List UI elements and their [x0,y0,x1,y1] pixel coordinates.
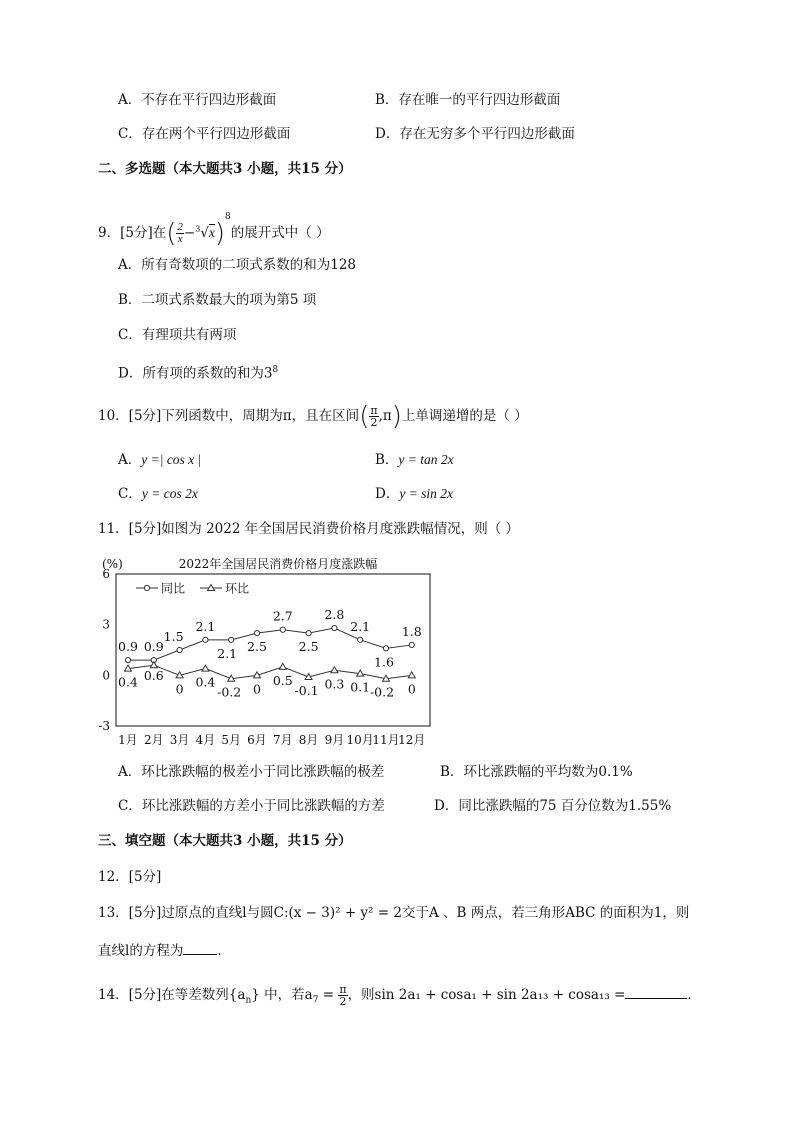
data-point-tongbi [383,646,388,651]
data-label-tongbi: 2.5 [247,639,267,655]
data-label-huanbi: -0.1 [294,683,319,699]
q8-option-b: B．存在唯一的平行四边形截面 [375,92,561,108]
q8-option-c: C．存在两个平行四边形截面 [118,126,291,142]
q9-option-d [118,360,278,384]
q11-option-d: D．同比涨跌幅的75 百分位数为1.55% [434,798,672,814]
data-label-tongbi: 1.5 [163,629,184,644]
data-point-huanbi [408,672,415,678]
q9-fraction: $\frac{2}{x}$ [177,221,183,245]
q9-right-paren: ) [214,218,226,249]
series-line-huanbi [128,665,412,679]
x-tick-label: 2月 [143,733,164,747]
data-point-huanbi [150,662,157,668]
section-fill-blank-heading: 三、填空题（本大题共3 小题，共15 分） [98,833,352,849]
q9-option-c: C．有理项共有两项 [118,327,237,343]
data-label-tongbi: 2.8 [324,607,345,623]
q10-option-c: C．y = cos 2x [118,486,198,502]
q10-interval-rest: ,π [378,408,392,424]
q10-left-paren: ( [359,401,370,432]
data-label-huanbi: 0 [175,681,184,697]
q14-prefix: 14．[5分]在等差数列{a [98,987,246,1003]
data-label-huanbi: 0.1 [350,679,371,695]
q9-option-a: A．所有奇数项的二项式系数的和为128 [118,257,357,273]
data-label-huanbi: 0.6 [143,668,164,684]
q9-root-var: x [208,225,215,240]
data-label-tongbi: 0.9 [118,639,138,655]
q9-root-index: 3 [195,224,201,234]
q14-sub-7: 7 [312,995,319,1006]
q14-sub-n: n [245,995,252,1006]
q9-option-b: B．二项式系数最大的项为第5 项 [118,292,317,308]
data-point-tongbi [177,647,182,652]
data-label-tongbi: 0.9 [143,639,164,655]
q9-minus: − [183,225,196,241]
data-point-tongbi [229,637,234,642]
data-label-huanbi: 0.5 [272,672,293,688]
data-label-tongbi: 2.1 [350,618,371,634]
x-tick-label: 6月 [247,733,267,747]
q14-stem [98,980,701,1016]
q9-prefix: 9．[5分]在 [98,225,167,241]
x-tick-label: 11月 [372,733,400,747]
q8-option-a: A．不存在平行四边形截面 [118,92,277,108]
q10-prefix: 10．[5分]下列函数中，周期为π，且在区间 [98,408,360,424]
q14-eq: = [318,987,339,1003]
data-label-tongbi: 2.7 [272,608,293,624]
q13-line2: 直线l的方程为 . [98,943,222,959]
q9-left-paren: ( [166,218,177,249]
x-tick-label: 10月 [346,733,374,747]
q13-line1: 13．[5分]过原点的直线l与圆C:(x − 3)² + y² = 2交于A 、B 两点，若三角形ABC 的面积为1，则 [98,905,690,921]
x-tick-label: 5月 [221,733,242,747]
x-tick-label: 9月 [324,733,345,747]
q12-stem: 12．[5分] [98,869,162,885]
data-point-tongbi [332,625,337,630]
cpi-line-chart [94,552,454,750]
q10-option-a: A．y =| cos x | [118,452,202,468]
x-tick-label: 4月 [195,733,216,747]
q14-fraction: $\frac{\pi}{2}$ [339,983,347,1008]
data-label-huanbi: 0.3 [324,676,345,692]
data-point-huanbi [202,665,209,671]
data-label-huanbi: -0.2 [217,684,242,700]
data-point-tongbi [125,658,130,663]
data-point-tongbi [203,637,208,642]
q11-option-b: B．环比涨跌幅的平均数为0.1% [440,764,633,780]
data-label-huanbi: 0 [407,681,416,697]
y-tick-label: 3 [102,617,110,632]
q8-option-d: D．存在无穷多个平行四边形截面 [375,126,575,142]
chart-title: 2022年全国居民消费价格月度涨跌幅 [178,557,378,571]
q14-rest: ，则sin 2a₁ + cosa₁ + sin 2a₁₃ + cosa₁₃ = [347,987,626,1003]
y-tick-label: -3 [98,719,110,733]
data-label-tongbi: 1.8 [401,623,422,639]
x-tick-label: 12月 [398,733,426,747]
q10-option-d: D．y = sin 2x [375,486,454,502]
q9-suffix: 的展开式中（ ） [230,225,330,241]
q14-answer-blank[interactable] [625,998,687,999]
data-label-huanbi: 0.4 [118,674,138,690]
q11-option-c: C．环比涨跌幅的方差小于同比涨跌幅的方差 [118,798,385,814]
data-point-tongbi [280,627,285,632]
x-tick-label: 1月 [118,733,138,747]
data-point-tongbi [409,642,414,647]
data-label-tongbi: 2.1 [217,645,238,661]
data-label-huanbi: -0.2 [369,684,395,700]
x-tick-label: 8月 [298,733,319,747]
q13-answer-blank[interactable] [183,954,217,955]
legend-label: 环比 [225,581,250,596]
q9-option-d-exp: 8 [272,365,279,375]
q13-line2-text: 直线l的方程为 [98,943,184,959]
q10-stem [98,401,528,432]
q14-end: ． [687,987,701,1003]
q9-power: 8 [225,212,231,222]
q14-mid: } 中，若a [251,987,313,1003]
q10-right-paren: ) [391,401,402,432]
y-tick-label: 6 [102,567,110,581]
x-tick-label: 7月 [272,733,293,747]
section-multi-choice-heading: 二、多选题（本大题共3 小题，共15 分） [98,161,352,177]
q9-stem: 9．[5分]在( $\frac{2}{x}$ −$^3$√x)$^8$的展开式中（ ） [98,212,330,249]
data-point-tongbi [254,631,259,636]
x-tick-label: 3月 [169,733,190,747]
y-tick-label: 0 [102,668,110,683]
q9-option-d-text: D．所有项的系数的和为3 [118,365,273,382]
q10-option-b: B．y = tan 2x [375,452,454,468]
q11-stem: 11．[5分]如图为 2022 年全国居民消费价格月度涨跌幅情况，则（ ） [98,521,520,537]
q10-suffix: 上单调递增的是（ ） [401,408,528,424]
chart-ylabel: (%) [102,557,123,571]
q11-option-a: A．环比涨跌幅的极差小于同比涨跌幅的极差 [118,764,385,780]
data-point-tongbi [358,637,363,642]
q10-fraction: $\frac{\pi}{2}$ [370,404,378,429]
data-point-tongbi [306,631,311,636]
data-label-tongbi: 2.1 [195,618,216,634]
data-label-huanbi: 0 [253,681,261,697]
data-point-huanbi [279,663,286,669]
data-label-huanbi: 0.4 [195,674,216,690]
data-label-tongbi: 1.6 [374,654,394,670]
data-point-huanbi [331,667,338,673]
legend-label: 同比 [161,581,186,596]
data-label-tongbi: 2.5 [298,639,319,655]
legend-marker-circle [144,585,149,590]
